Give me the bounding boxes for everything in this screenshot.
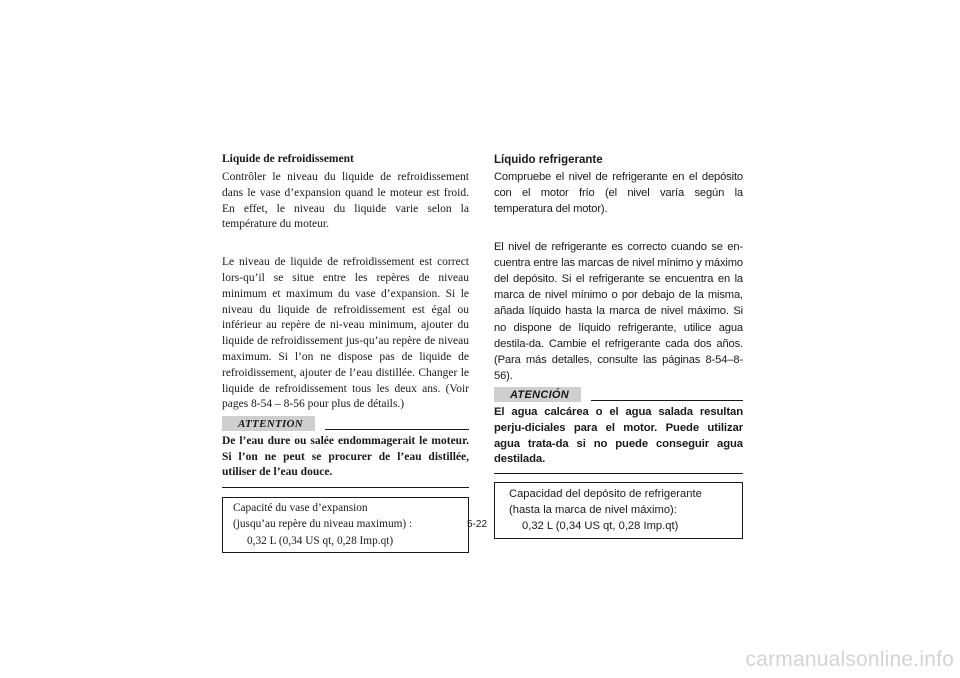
spanish-paragraph-2: El nivel de refrigerante es correcto cuando se en-cuentra entre las marcas de nivel mínimo y máximo del depósito. Si el refrigerante se encuentra en la marca de nivel mínimo o por debajo de la misma, añada líquido hasta la marca de nivel máximo. Si no dispone de líquido refrigerante, utilice agua destila-da. Cambie el refrigerante cada dos años. (Para más detalles, consulte las páginas 8-54–8-56). [494,240,743,383]
french-attention-header [222,416,469,431]
french-paragraph-2: Le niveau de liquide de refroidissement est correct lors-qu’il se situe entre les repères de niveau minimum et maximum du vase d’expansion. Si le niveau du liquide de refroidissement est égal ou inférieur au repère de ni-veau minimum, ajouter du liquide de refroidissement jus-qu’au repère de niveau maximum. Si l’on ne dispose pas de liquide de refroidissement, ajouter de l’eau distillée. Changer le liquide de refroidissement tous les deux ans. (Voir pages 8-54 – 8-56 pour plus de détails.) [222,256,469,411]
french-warning-bottom-rule [222,487,469,488]
spanish-capacity-line-1: Capacidad del depósito de refrigerante [509,487,702,500]
spanish-capacity-box [494,482,743,539]
spanish-warning-bottom-rule [494,473,743,474]
french-attention-badge: ATTENTION [222,416,315,431]
spanish-paragraph-1: Compruebe el nivel de refrigerante en el depósito con el motor frío (el nivel varía según la temperatura del motor). [494,171,743,216]
spanish-attention-rule [591,400,743,401]
french-column [222,152,469,553]
french-capacity-value: 0,32 L (0,34 US qt, 0,28 Imp.qt) [247,534,394,547]
french-capacity-box [222,497,469,553]
french-warning-text: De l’eau dure ou salée endommagerait le moteur. Si l’on ne peut se procurer de l’eau distillée, utiliser de l’eau douce. [222,435,469,479]
page-number: 5-22 [467,519,488,530]
french-capacity-line-1: Capacité du vase d’expansion [233,501,368,514]
spanish-column [494,152,743,539]
spanish-capacity-line-2: (hasta la marca de nivel máximo): [509,504,677,517]
french-attention-rule [325,429,469,430]
french-capacity-line-2: (jusqu’au repère du niveau maximum) : [233,518,413,531]
spanish-attention-header [494,387,743,402]
spanish-attention-badge: ATENCIÓN [494,387,581,402]
french-paragraph-1: Contrôler le niveau du liquide de refroidissement dans le vase d’expansion quand le moteur est froid. En effet, le niveau du liquide varie selon la température du moteur. [222,171,469,231]
french-heading: Liquide de refroidissement [222,153,354,165]
watermark: carmanualsonline.info [745,648,954,671]
spanish-heading: Líquido refrigerante [494,154,603,166]
spanish-capacity-value: 0,32 L (0,34 US qt, 0,28 Imp.qt) [522,520,679,533]
spanish-warning-text: El agua calcárea o el agua salada resultan perju-diciales para el motor. Puede utilizar agua trata-da si no puede conseguir agua destilada. [494,406,743,466]
